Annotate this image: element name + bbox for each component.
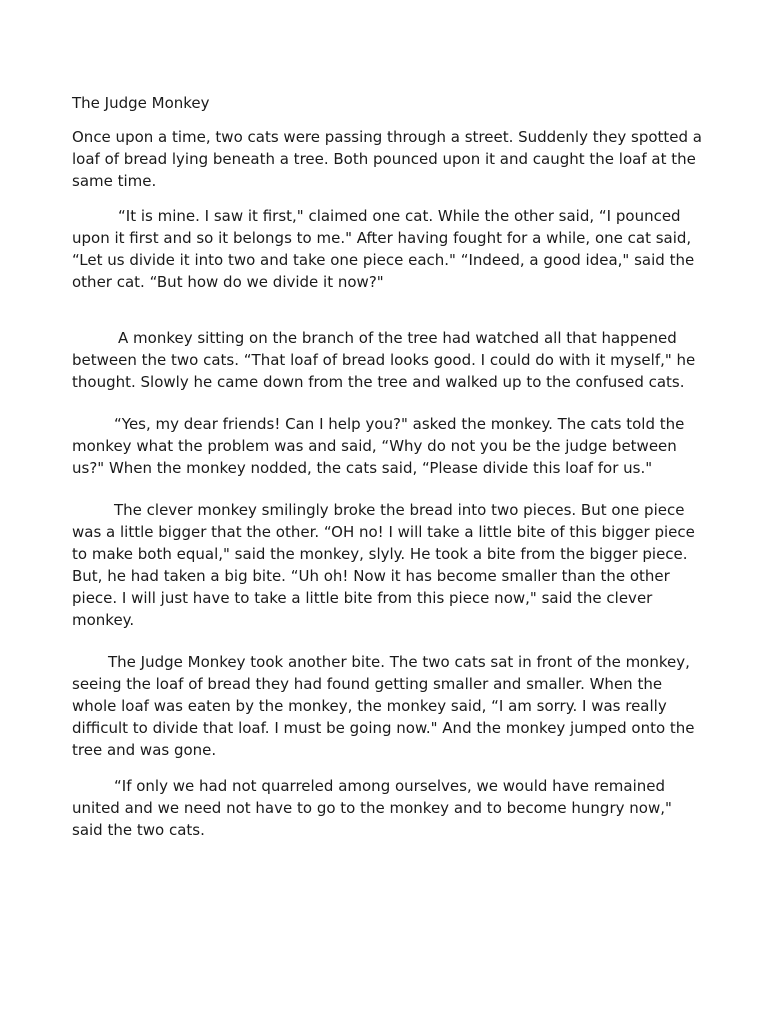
document-title: The Judge Monkey	[72, 94, 210, 112]
paragraph-5: The clever monkey smilingly broke the bread into two pieces. But one piece was a little bigger that the other. “OH no! I will take a little bite of this bigger piece to make both equal," said the monkey, slyly. He took a bite from the bigger piece. But, he had taken a big bite. “Uh oh! Now it has become smaller than the other piece. I will just have to take a little bite from this piece now," said the clever monkey.	[72, 501, 695, 629]
paragraph-2: “It is mine. I saw it first," claimed one cat. While the other said, “I pounced upon it first and so it belongs to me." After having fought for a while, one cat said, “Let us divide it into two and take one piece each." “Indeed, a good idea," said the other cat. “But how do we divide it now?"	[72, 207, 695, 291]
paragraph-1: Once upon a time, two cats were passing through a street. Suddenly they spotted a loaf of bread lying beneath a tree. Both pounced upon it and caught the loaf at the same time.	[72, 128, 702, 190]
document-page	[72, 92, 702, 841]
paragraph-7: “If only we had not quarreled among ourselves, we would have remained united and we need not have to go to the monkey and to become hungry now," said the two cats.	[72, 777, 672, 839]
paragraph-4: “Yes, my dear friends! Can I help you?" asked the monkey. The cats told the monkey what the problem was and said, “Why do not you be the judge between us?" When the monkey nodded, the cats said, “Please divide this loaf for us."	[72, 415, 685, 477]
paragraph-6: The Judge Monkey took another bite. The two cats sat in front of the monkey, seeing the loaf of bread they had found getting smaller and smaller. When the whole loaf was eaten by the monkey, the monkey said, “I am sorry. I was really difficult to divide that loaf. I must be going now." And the monkey jumped onto the tree and was gone.	[72, 653, 695, 759]
paragraph-3: A monkey sitting on the branch of the tree had watched all that happened between the two cats. “That loaf of bread looks good. I could do with it myself," he thought. Slowly he came down from the tree and walked up to the confused cats.	[72, 329, 696, 391]
